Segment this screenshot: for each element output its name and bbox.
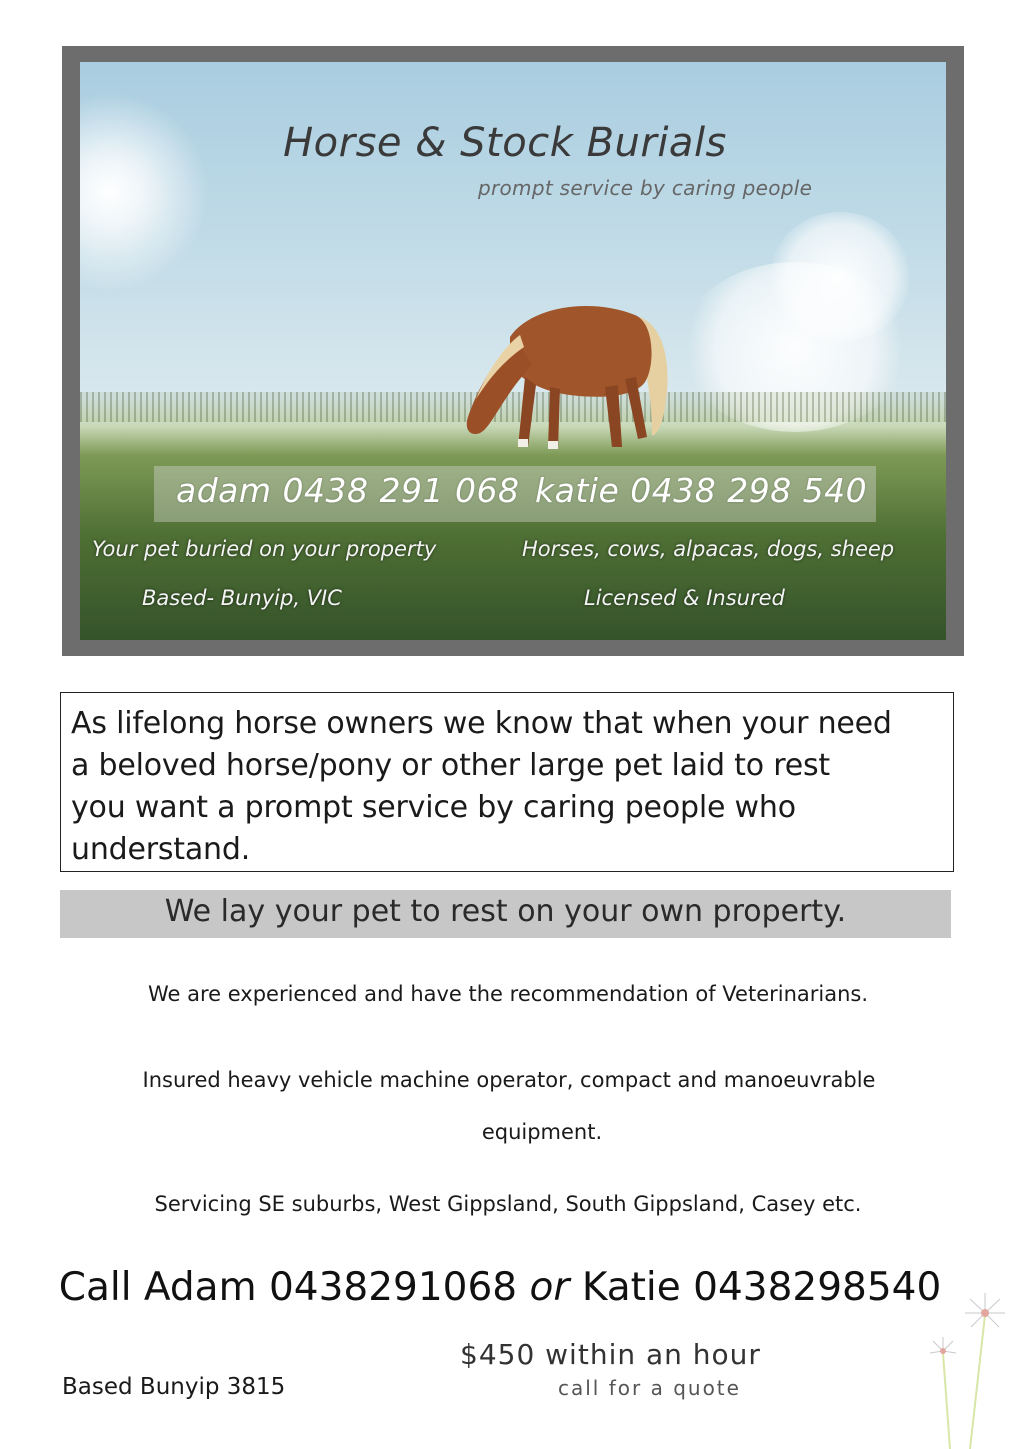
hero-frame [62, 46, 964, 656]
quote-text: call for a quote [558, 1376, 741, 1400]
hero-image [80, 62, 946, 640]
banner-text: We lay your pet to rest on your own property. [164, 894, 847, 929]
call-adam[interactable]: Call Adam 0438291068 [58, 1265, 518, 1310]
call-or: or [529, 1265, 570, 1310]
intro-line-4: understand. [71, 832, 251, 867]
property-banner [60, 890, 951, 938]
equipment-text-2: equipment. [481, 1120, 603, 1144]
location-label: Based- Bunyip, VIC [142, 586, 342, 610]
tagline-right: Horses, cows, alpacas, dogs, sheep [522, 537, 895, 561]
phone-adam[interactable]: adam 0438 291 068 [176, 471, 520, 510]
dandelion-icon [915, 1285, 1015, 1449]
call-line [0, 1265, 1000, 1310]
based-text: Based Bunyip 3815 [62, 1374, 286, 1400]
phone-katie[interactable]: katie 0438 298 540 [535, 471, 868, 510]
call-katie[interactable]: Katie 0438298540 [581, 1265, 942, 1310]
horse-icon [440, 287, 680, 462]
tagline-left: Your pet buried on your property [92, 537, 437, 561]
cloud [770, 212, 910, 342]
licensed-label: Licensed & Insured [584, 586, 785, 610]
service-area-text: Servicing SE suburbs, West Gippsland, South Gippsland, Casey etc. [154, 1192, 862, 1216]
intro-line-2: a beloved horse/pony or other large pet laid to rest [71, 748, 830, 783]
intro-line-1: As lifelong horse owners we know that when your need [71, 706, 892, 741]
equipment-text-1: Insured heavy vehicle machine operator, compact and manoeuvrable [142, 1068, 876, 1092]
hero-subtitle: prompt service by caring people [478, 176, 813, 200]
intro-line-3: you want a prompt service by caring people who [71, 790, 796, 825]
experience-text: We are experienced and have the recommendation of Veterinarians. [147, 982, 869, 1006]
intro-box [60, 692, 954, 872]
hero-title: Horse & Stock Burials [283, 120, 727, 166]
price-text: $450 within an hour [460, 1338, 761, 1371]
